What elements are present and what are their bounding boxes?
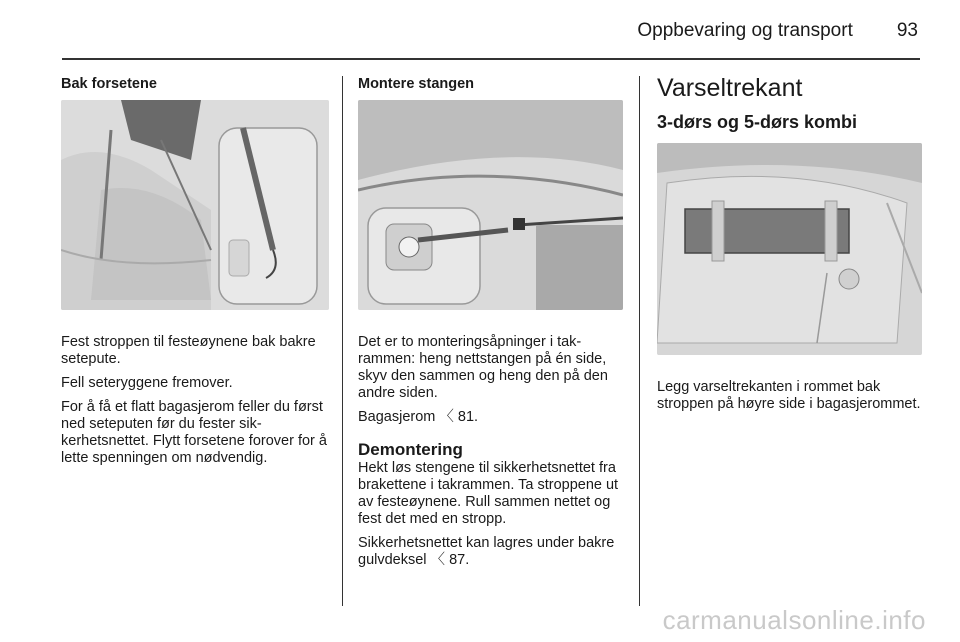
section-heading: Montere stangen: [358, 76, 475, 92]
paragraph: Bagasjerom 〈 81.: [358, 409, 479, 425]
column-behind-front-seats: [61, 76, 329, 467]
paragraph: Fest stroppen til festeøynene bak bakre setepute.: [61, 334, 316, 367]
paragraph: Legg varseltrekanten i rommet bak stroppen på høyre side i bagasjerommet.: [657, 379, 921, 412]
column-divider: [342, 76, 343, 606]
column-mounting-rod: [358, 76, 623, 569]
paragraph: Hekt løs stengene til sikkerhetsnettet fra brakettene i takrammen. Ta stroppene ut av festeøynene. Rull sammen nettet og fest det med en stropp.: [358, 460, 619, 527]
subheading-removal: Demontering: [358, 440, 463, 459]
paragraph: For å få et flatt bagasjerom feller du først ned seteputen før du fester sikkerhetsnettet. Flytt forsetene forover for å lette spenningen om nødvendig.: [61, 399, 327, 466]
section-title-warning-triangle: Varseltrekant: [657, 74, 803, 102]
section-heading: Bak forsetene: [61, 76, 157, 92]
paragraph: Sikkerhetsnettet kan lagres under bakre gulvdeksel 〈 87.: [358, 535, 615, 568]
page-header: [637, 20, 918, 42]
header-rule: [62, 58, 920, 60]
page-number: 93: [896, 20, 918, 41]
illustration-net-rod-mount: [358, 100, 623, 310]
subheading-variant: 3-dørs og 5-dørs kombi: [657, 112, 858, 132]
column-warning-triangle: [657, 76, 922, 413]
paragraph: Fell seteryggene fremover.: [61, 375, 233, 391]
paragraph: Det er to monteringsåpninger i takrammen: heng nettstangen på én side, skyv den sammen og heng den på den andre siden.: [358, 334, 608, 401]
column-divider: [639, 76, 640, 606]
illustration-seat-strap: [61, 100, 329, 310]
watermark-text: carmanualsonline.info: [662, 605, 926, 635]
illustration-warning-triangle-storage: [657, 143, 922, 355]
section-title: Oppbevaring og transport: [637, 20, 853, 41]
